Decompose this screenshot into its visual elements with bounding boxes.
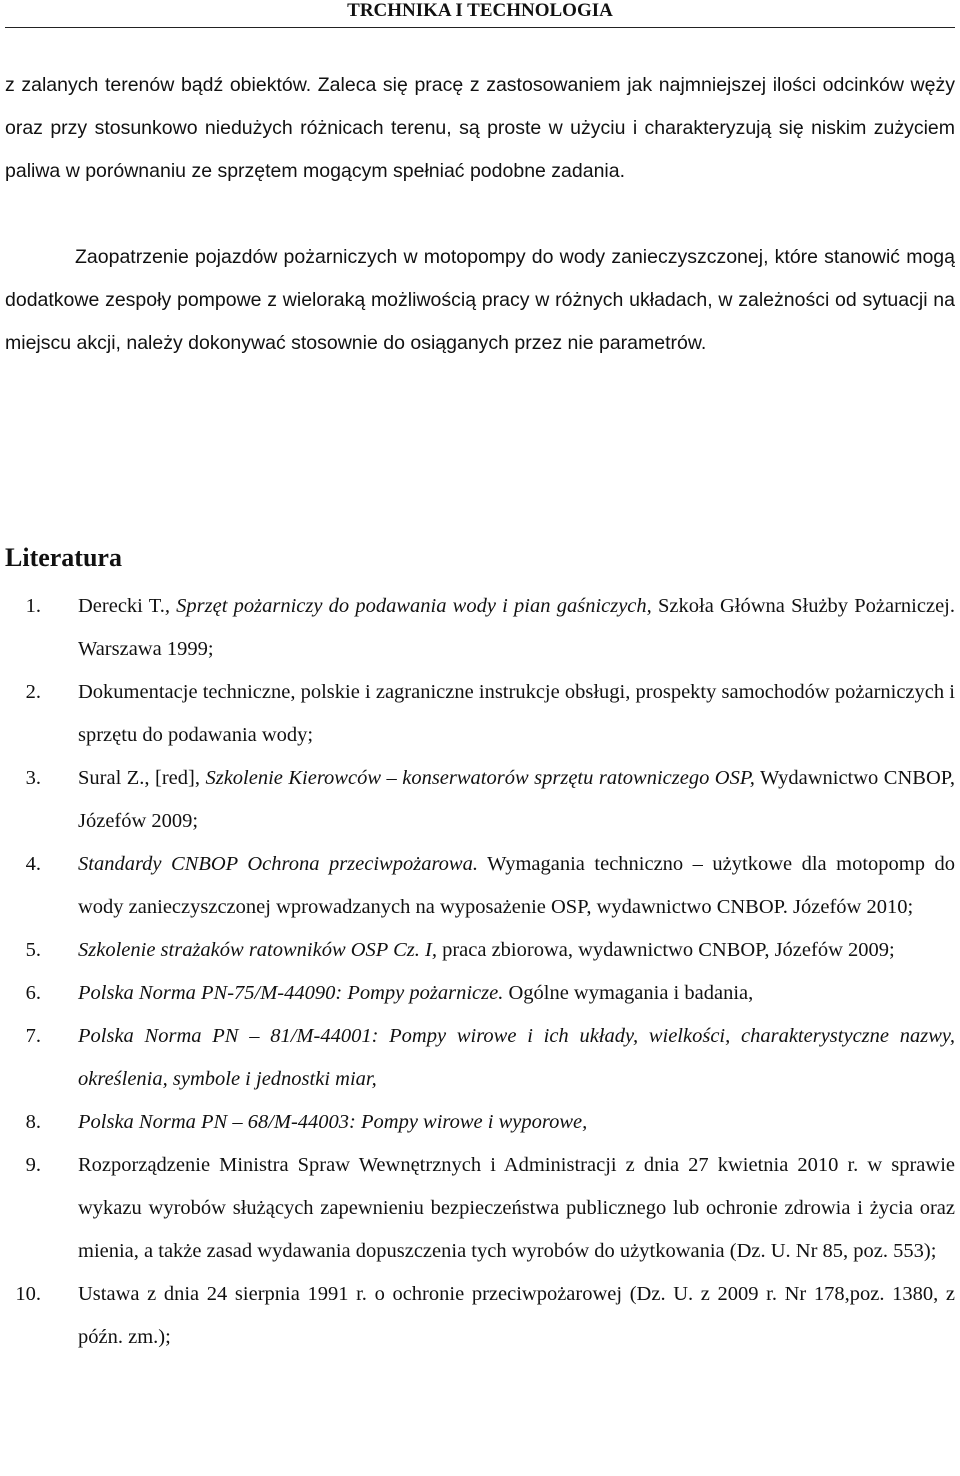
reference-item [5, 1273, 955, 1359]
reference-author: Derecki T. [78, 595, 165, 617]
reference-number: 1. [25, 595, 41, 617]
reference-publisher: Wydawnictwo CNBOP, Józefów 2009; [78, 767, 956, 832]
reference-item [5, 585, 955, 671]
reference-number: 10. [15, 1283, 41, 1305]
reference-title: Polska Norma PN-75/M-44090: Pompy pożarnicze. [78, 982, 504, 1004]
reference-item [5, 843, 955, 929]
literature-list [5, 585, 955, 1359]
reference-text: Rozporządzenie Ministra Spraw Wewnętrznych i Administracji z dnia 27 kwietnia 2010 r. w sprawie wykazu wyrobów służących zapewnieniu bezpieczeństwa publicznego lub ochronie zdrowia i życia oraz mienia, a także zasad wydawania dopuszczenia tych wyrobów do użytkowania (Dz. U. Nr 85, poz. 553); [78, 1154, 955, 1262]
reference-title: , Sprzęt pożarniczy do podawania wody i pian gaśniczych, [164, 595, 652, 617]
reference-number: 9. [25, 1154, 41, 1176]
header-divider [5, 27, 955, 28]
reference-item [5, 929, 955, 972]
reference-item [5, 1144, 955, 1273]
reference-number: 5. [25, 939, 41, 961]
reference-number: 4. [25, 853, 41, 875]
reference-text: Dokumentacje techniczne, polskie i zagraniczne instrukcje obsługi, prospekty samochodów pożarniczych i sprzętu do podawania wody; [78, 681, 955, 746]
reference-author: Sural Z., [red], [78, 767, 206, 789]
literature-heading: Literatura [5, 543, 122, 572]
reference-number: 6. [25, 982, 41, 1004]
reference-item [5, 757, 955, 843]
reference-publisher: praca zbiorowa, wydawnictwo CNBOP, Józefów 2009; [436, 939, 895, 961]
reference-title: Szkolenie strażaków ratowników OSP Cz. I, [78, 939, 437, 961]
reference-number: 7. [25, 1025, 41, 1047]
reference-title: Standardy CNBOP Ochrona przeciwpożarowa. [78, 853, 478, 875]
page-header: TRCHNIKA I TECHNOLOGIA [347, 0, 613, 21]
body-paragraph-1: z zalanych terenów bądź obiektów. Zaleca się pracę z zastosowaniem jak najmniejszej ilości odcinków węży oraz przy stosunkowo niedużych różnicach terenu, są proste w użyciu i charakteryzują się niskim zużyciem paliwa w porównaniu ze sprzętem mogącym spełniać podobne zadania. [5, 74, 955, 182]
reference-number: 3. [25, 767, 41, 789]
reference-publisher: Ogólne wymagania i badania, [503, 982, 754, 1004]
reference-title: Polska Norma PN – 68/M-44003: Pompy wirowe i wyporowe, [78, 1111, 588, 1133]
reference-publisher: Wymagania techniczno – użytkowe dla motopomp do wody zanieczyszczonej wprowadzanych na wyposażenie OSP, wydawnictwo CNBOP. Józefów 2010; [78, 853, 955, 918]
reference-item [5, 972, 955, 1015]
reference-number: 2. [25, 681, 41, 703]
reference-item [5, 671, 955, 757]
reference-item [5, 1101, 955, 1144]
reference-title: Polska Norma PN – 81/M-44001: Pompy wirowe i ich układy, wielkości, charakterystyczne nazwy, określenia, symbole i jednostki miar, [78, 1025, 955, 1090]
body-paragraph-2: Zaopatrzenie pojazdów pożarniczych w motopompy do wody zanieczyszczonej, które stanowić mogą dodatkowe zespoły pompowe z wieloraką możliwością pracy w różnych układach, w zależności od sytuacji na miejscu akcji, należy dokonywać stosownie do osiąganych przez nie parametrów. [5, 246, 955, 354]
reference-title: Szkolenie Kierowców – konserwatorów sprzętu ratowniczego OSP, [205, 767, 755, 789]
reference-text: Ustawa z dnia 24 sierpnia 1991 r. o ochronie przeciwpożarowej (Dz. U. z 2009 r. Nr 178,poz. 1380, z późn. zm.); [78, 1283, 955, 1348]
reference-publisher: Szkoła Główna Służby Pożarniczej. Warszawa 1999; [78, 595, 955, 660]
reference-item [5, 1015, 955, 1101]
reference-number: 8. [25, 1111, 41, 1133]
